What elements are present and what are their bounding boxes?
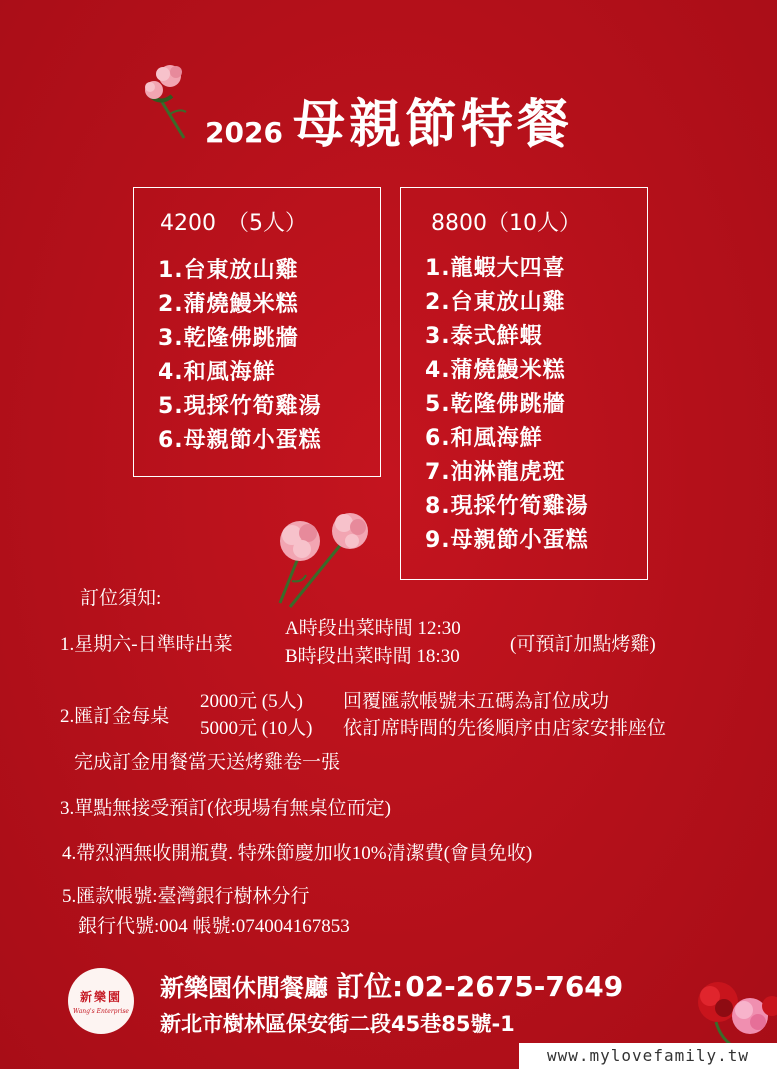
notice-2-amount-b: 5000元 (10人) xyxy=(200,718,313,739)
dish-item: 8.現採竹筍雞湯 xyxy=(425,494,589,519)
restaurant-logo xyxy=(68,968,134,1034)
dish-item: 3.泰式鮮蝦 xyxy=(425,324,543,349)
notice-3: 3.單點無接受預訂(依現場有無桌位而定) xyxy=(60,798,391,819)
address: 新北市樹林區保安街二段45巷85號-1 xyxy=(160,1012,515,1036)
logo-name: 新樂園 xyxy=(79,990,122,1004)
notice-heading: 訂位須知: xyxy=(80,588,162,609)
footer-contact xyxy=(160,965,623,1005)
notice-5-account: 銀行代號:004 帳號:074004167853 xyxy=(78,916,350,937)
dish-item: 4.蒲燒鰻米糕 xyxy=(425,358,566,383)
dish-item: 4.和風海鮮 xyxy=(158,360,276,385)
dish-item: 6.母親節小蛋糕 xyxy=(158,428,322,453)
phone-number: 02-2675-7649 xyxy=(405,970,624,1003)
set-a-box xyxy=(133,187,381,477)
booking-label: 訂位: xyxy=(336,970,404,1003)
notice-2-amount-a: 2000元 (5人) xyxy=(200,691,303,712)
set-a-price: 4200 （5人） xyxy=(160,211,307,236)
dish-item: 1.台東放山雞 xyxy=(158,258,299,283)
dish-item: 2.台東放山雞 xyxy=(425,290,566,315)
carnation-middle-icon xyxy=(262,503,377,611)
notice-5-bank: 5.匯款帳號:臺灣銀行樹林分行 xyxy=(62,886,310,907)
dish-item: 5.乾隆佛跳牆 xyxy=(425,392,566,417)
notice-1-label: 1.星期六-日準時出菜 xyxy=(60,634,233,655)
title xyxy=(205,82,573,157)
carnation-top-icon xyxy=(140,62,200,142)
notice-2-text-a: 回覆匯款帳號末五碼為訂位成功 xyxy=(343,691,610,712)
logo-sub: Wang's Enterprise xyxy=(73,1008,129,1015)
set-b-price: 8800（10人） xyxy=(431,211,581,236)
notice-2-text-b: 依訂席時間的先後順序由店家安排座位 xyxy=(343,718,667,739)
set-b-dish-list xyxy=(425,252,589,558)
dish-item: 7.油淋龍虎斑 xyxy=(425,460,566,485)
notice-2-label: 2.匯訂金每桌 xyxy=(60,706,170,727)
watermark: www.mylovefamily.tw xyxy=(519,1043,777,1069)
dish-item: 2.蒲燒鰻米糕 xyxy=(158,292,299,317)
notice-1-time-a: A時段出菜時間 12:30 xyxy=(285,618,461,639)
notice-1-note: (可預訂加點烤雞) xyxy=(510,634,656,655)
dish-item: 9.母親節小蛋糕 xyxy=(425,528,589,553)
carnation-corner-icon xyxy=(690,980,777,1045)
set-a-dish-list xyxy=(158,254,322,458)
title-year: 2026 xyxy=(205,116,283,149)
restaurant-name: 新樂園休閒餐廳 xyxy=(160,974,328,1002)
notice-1-time-b: B時段出菜時間 18:30 xyxy=(285,646,460,667)
notice-4: 4.帶烈酒無收開瓶費. 特殊節慶加收10%清潔費(會員免收) xyxy=(62,843,533,864)
dish-item: 5.現採竹筍雞湯 xyxy=(158,394,322,419)
title-main: 母親節特餐 xyxy=(292,95,573,155)
notice-2-extra: 完成訂金用餐當天送烤雞卷一張 xyxy=(74,752,341,773)
dish-item: 6.和風海鮮 xyxy=(425,426,543,451)
set-b-box xyxy=(400,187,648,580)
dish-item: 3.乾隆佛跳牆 xyxy=(158,326,299,351)
dish-item: 1.龍蝦大四喜 xyxy=(425,256,566,281)
